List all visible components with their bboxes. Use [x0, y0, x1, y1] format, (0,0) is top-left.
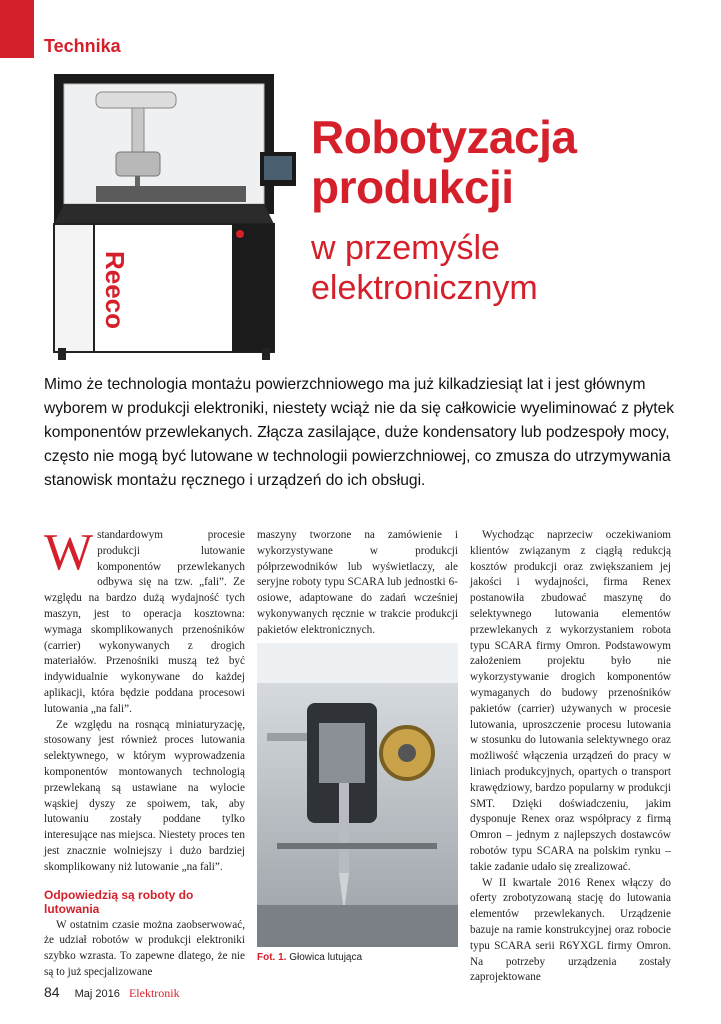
- magazine-name: Elektronik: [128, 986, 180, 1000]
- soldering-head-photo: [257, 643, 458, 947]
- subheading: Odpowiedzią są roboty do lutowania: [44, 887, 194, 916]
- article-subtitle: [311, 228, 538, 308]
- title-line-1: Robotyzacja: [311, 111, 577, 163]
- brand-logo: Reeco: [100, 250, 130, 330]
- text-column-3: [470, 528, 671, 986]
- drop-cap: W: [44, 524, 94, 581]
- paragraph: W ostatnim czasie można zaobserwować, że udział robotów w produkcji elektroniki szybko wzrasta. To zapewne dlatego, że nie są to już specjalizowane: [44, 918, 245, 978]
- paragraph: maszyny tworzone na zamówienie i wykorzystywane w produkcji półprzewodników lub wyświetlaczy, ale seryjne roboty typu SCARA lub jednostki 6-osiowe, adaptowane do zadań wcześniej wykonywanych ręcznie w trakcie produkcji pakietów elektronicznych.: [257, 529, 458, 636]
- article-title: [311, 112, 576, 212]
- title-line-2: produkcji: [311, 161, 514, 213]
- lead-paragraph: Mimo że technologia montażu powierzchniowego ma już kilkadziesiąt lat i jest głównym wyborem w produkcji elektroniki, niestety wciąż nie da się całkowicie wyeliminować z płytek komponentów przewlekanych. Złącza zasilające, duże kondensatory lub podzespoły mocy, często nie mogą być lutowane w technologii powierzchniowej, co zmusza do utrzymywania stanowisk montażu ręcznego i urządzeń do ich obsługi.: [44, 376, 675, 489]
- page-footer: [44, 984, 180, 1001]
- text-column-1: [44, 524, 245, 981]
- subtitle-line-2: elektronicznym: [311, 269, 538, 307]
- page-number: 84: [44, 984, 60, 1000]
- paragraph: standardowym procesie produkcji lutowanie komponentów przewlekanych odbywa się na tzw. „fali”. Ze względu na bardzo dużą wydajność tych maszyn, jest to operacja kosztowna: wymaga skomplikowanych przenośników (carrier) wykonywanych z drogich materiałów. Przenośniki muszą też być indywidualnie wykonywane do każdej aplikacji, która będzie poddana procesowi lutowania „na fali”.: [44, 529, 245, 715]
- issue-date: Maj 2016: [74, 988, 120, 1000]
- caption-label: Fot. 1.: [257, 952, 287, 963]
- section-label: Technika: [44, 36, 121, 56]
- section-color-bar: [0, 0, 34, 58]
- soldering-machine-image: [36, 62, 308, 362]
- caption-text: Głowica lutująca: [289, 952, 363, 963]
- subtitle-line-1: w przemyśle: [311, 229, 500, 267]
- paragraph: Ze względu na rosnącą miniaturyzację, stosowany jest również proces lutowania selektywnego, w którym wyprowadzenia komponentów montowanych technologią przewlekaną są ustawiane na wylocie wąskiej dyszy ze spoiwem, tak, aby lutowaniu zostały poddane tylko interesujące nas miejsca. Niestety proces ten jest znacznie wolniejszy i dużo bardziej skomplikowany niż lutowanie „na fali”.: [44, 718, 245, 873]
- text-column-2: [257, 528, 458, 639]
- photo-caption: [257, 952, 362, 963]
- paragraph: W II kwartale 2016 Renex włączy do oferty zrobotyzowaną stację do lutowania elementów przewlekanych. Urządzenie bazuje na ramie konstrukcyjnej oraz robocie typu SCARA serii R6YXGL firmy Omron. Na potrzeby urządzenia zostały zaprojektowane: [470, 876, 671, 984]
- paragraph: Wychodząc naprzeciw oczekiwaniom klientów związanym z ciągłą redukcją kosztów produkcji oraz zwiększaniem jej jakości i wydajności, firma Renex postanowiła zbudować maszynę do selektywnego lutowania elementów przewlekanych z wykorzystaniem robota typu SCARA firmy Omron. Podstawowym założeniem projektu było nie wykorzystywanie drogich komponentów wymaganych do budowy przenośników pakietów (carrier) używanych w procesie lutowania, uproszczenie procesu lutowania w stosunku do lutowania selektywnego oraz możliwość włączenia urządzeń do pracy w liniach produkcyjnych, opartych o transport krawędziowy, bardzo popularny w produkcji SMT. Dzięki doświadczeniu, jakim dysponuje Renex oraz współpracy z firmą Omron – jednym z najlepszych dostawców robotów typu SCARA na polskim rynku – takie zadanie udało się zrealizować.: [470, 529, 671, 873]
